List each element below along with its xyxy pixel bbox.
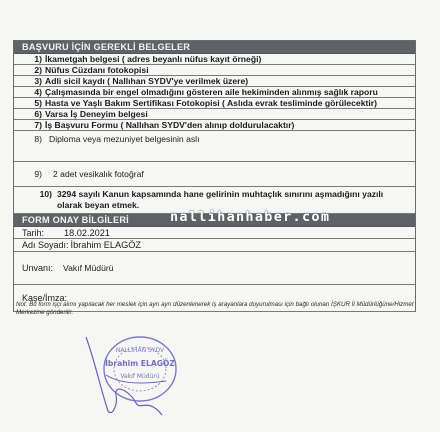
signature-label: Kaşe/İmza: [22, 293, 68, 303]
footnote: Not: Bu form işçi alımı yapılacak her meslek için ayrı ayrı düzenlenerek iş arayanlara duyurulması için bağlı olunan İŞKUR İl Müdürlüğüne/Hizmet Merkezine gönderilir. [16, 301, 414, 316]
stamp-org: NALLIHAN SYDV [115, 347, 165, 354]
list-item: 5) Hasta ve Yaşlı Bakım Sertifikası Fotokopisi ( Aslıda evrak tesliminde görülecektir) [14, 98, 415, 109]
list-item: 3) Adli sicil kaydı ( Nallıhan SYDV'ye verilmek üzere) [14, 76, 415, 87]
list-item: 2) Nüfus Cüzdanı fotokopisi [14, 65, 415, 76]
form-approval-header: FORM ONAY BİLGİLERİ [14, 214, 415, 227]
title-value: Vakıf Müdürü [63, 263, 114, 273]
list-item: 9) 2 adet vesikalık fotoğraf [14, 162, 415, 187]
name-value: İbrahim ELAGÖZ [70, 240, 141, 250]
list-item: 10) 3294 sayılı Kanun kapsamında hane gelirinin muhtaçlık sınırını aşmadığını yazılı olarak beyan etmek. [14, 187, 415, 214]
list-item: 1) İkametgah belgesi ( adres beyanlı nüfus kayıt örneği) [14, 54, 415, 65]
list-item: 8) Diploma veya mezuniyet belgesinin aslı [14, 131, 415, 162]
required-documents-header: BAŞVURU İÇİN GEREKLİ BELGELER [14, 41, 415, 54]
list-item: 6) Varsa İş Deneyim belgesi [14, 109, 415, 120]
official-stamp-signature [78, 325, 198, 425]
date-value: 18.02.2021 [64, 227, 110, 238]
site-watermark: nallihanhaber.com [170, 209, 331, 225]
date-label: Tarih: [22, 227, 45, 238]
name-row [14, 239, 415, 252]
list-item: 7) İş Başvuru Formu ( Nallıhan SYDV'den alınıp doldurulacaktır) [14, 120, 415, 131]
stamp-name: İbrahim ELAGÖZ [105, 359, 175, 368]
stamp-role: Vakıf Müdürü [120, 373, 160, 380]
title-row [14, 252, 415, 285]
list-item: 4) Çalışmasında bir engel olmadığını gösteren aile hekiminden alınmış sağlık raporu [14, 87, 415, 98]
name-label: Adı Soyadı: [22, 240, 69, 250]
title-label: Unvanı: [22, 263, 54, 273]
application-form [13, 40, 416, 312]
date-row [14, 227, 415, 239]
